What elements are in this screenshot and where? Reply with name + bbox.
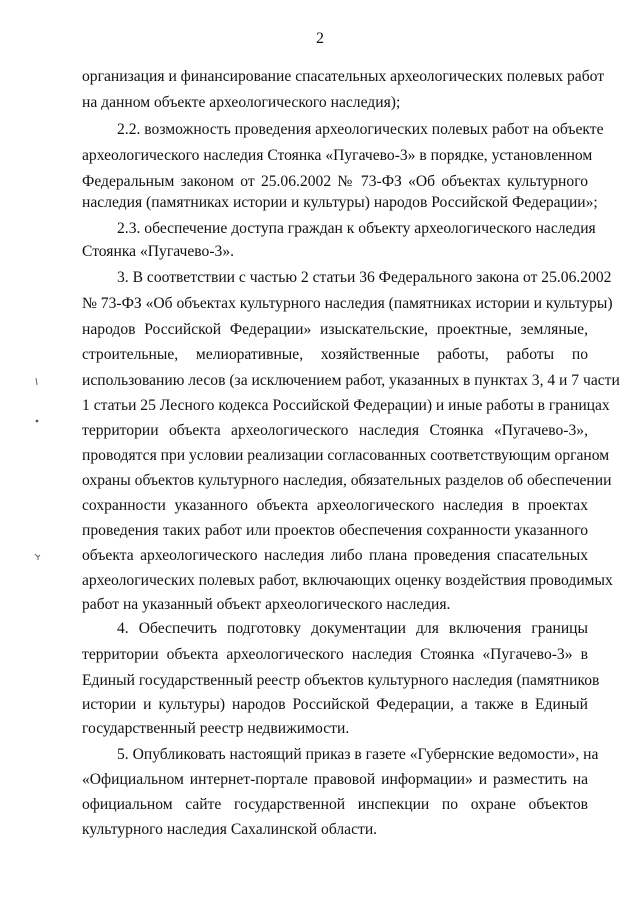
text-line: проводятся при условии реализации согласованных соответствующим органом <box>82 447 610 464</box>
text-line: народов Российской Федерации» изыскательские, проектные, земляные, <box>82 321 588 338</box>
text-line: строительные, мелиоративные, хозяйственные работы, работы по <box>82 346 588 363</box>
text-line: территории объекта археологического наследия Стоянка «Пугачево-3», <box>82 422 588 439</box>
scan-mark <box>34 378 40 384</box>
text-line: 1 статьи 25 Лесного кодекса Российской Федерации) и иные работы в границах <box>82 397 610 414</box>
text-line: наследия (памятниках истории и культуры) народов Российской Федерации»; <box>82 194 598 211</box>
text-line: проведения таких работ или проектов обеспечения сохранности указанного <box>82 522 588 539</box>
text-line: № 73-ФЗ «Об объектах культурного наследия (памятниках истории и культуры) <box>82 295 613 312</box>
text-line: 2.3. обеспечение доступа граждан к объекту археологического наследия <box>117 220 596 237</box>
text-line: 5. Опубликовать настоящий приказ в газете «Губернские ведомости», на <box>117 746 599 763</box>
text-line: использованию лесов (за исключением работ, указанных в пунктах 3, 4 и 7 части <box>82 372 620 389</box>
text-line: работ на указанный объект археологического наследия. <box>82 596 451 613</box>
text-line: «Официальном интернет-портале правовой информации» и разместить на <box>82 771 588 788</box>
text-line: культурного наследия Сахалинской области. <box>82 821 378 838</box>
text-line: 4. Обеспечить подготовку документации для включения границы <box>117 620 588 637</box>
text-line: государственный реестр недвижимости. <box>82 720 350 737</box>
text-line: истории и культуры) народов Российской Федерации, а также в Единый <box>82 696 588 713</box>
text-line: сохранности указанного объекта археологического наследия в проектах <box>82 497 588 514</box>
text-line: организация и финансирование спасательных археологических полевых работ <box>82 68 605 85</box>
text-line: 2.2. возможность проведения археологических полевых работ на объекте <box>117 121 604 138</box>
text-line: 3. В соответствии с частью 2 статьи 36 Федерального закона от 25.06.2002 <box>117 269 612 286</box>
page-number: 2 <box>316 30 324 47</box>
text-line: объекта археологического наследия либо плана проведения спасательных <box>82 547 588 564</box>
text-line: археологического наследия Стоянка «Пугачево-3» в порядке, установленном <box>82 147 593 164</box>
text-line: археологических полевых работ, включающих оценку воздействия проводимых <box>82 572 613 589</box>
text-line: Стоянка «Пугачево-3». <box>82 243 235 260</box>
text-line: на данном объекте археологического наследия); <box>82 94 401 111</box>
text-line: Федеральным законом от 25.06.2002 № 73-ФЗ «Об объектах культурного <box>82 173 588 190</box>
text-line: официальном сайте государственной инспекции по охране объектов <box>82 796 588 813</box>
scan-mark <box>34 417 40 423</box>
text-line: охраны объектов культурного наследия, обязательных разделов об обеспечении <box>82 472 612 489</box>
text-line: Единый государственный реестр объектов культурного наследия (памятников <box>82 672 600 689</box>
text-line: территории объекта археологического наследия Стоянка «Пугачево-3» в <box>82 646 588 663</box>
scan-mark <box>34 553 40 559</box>
